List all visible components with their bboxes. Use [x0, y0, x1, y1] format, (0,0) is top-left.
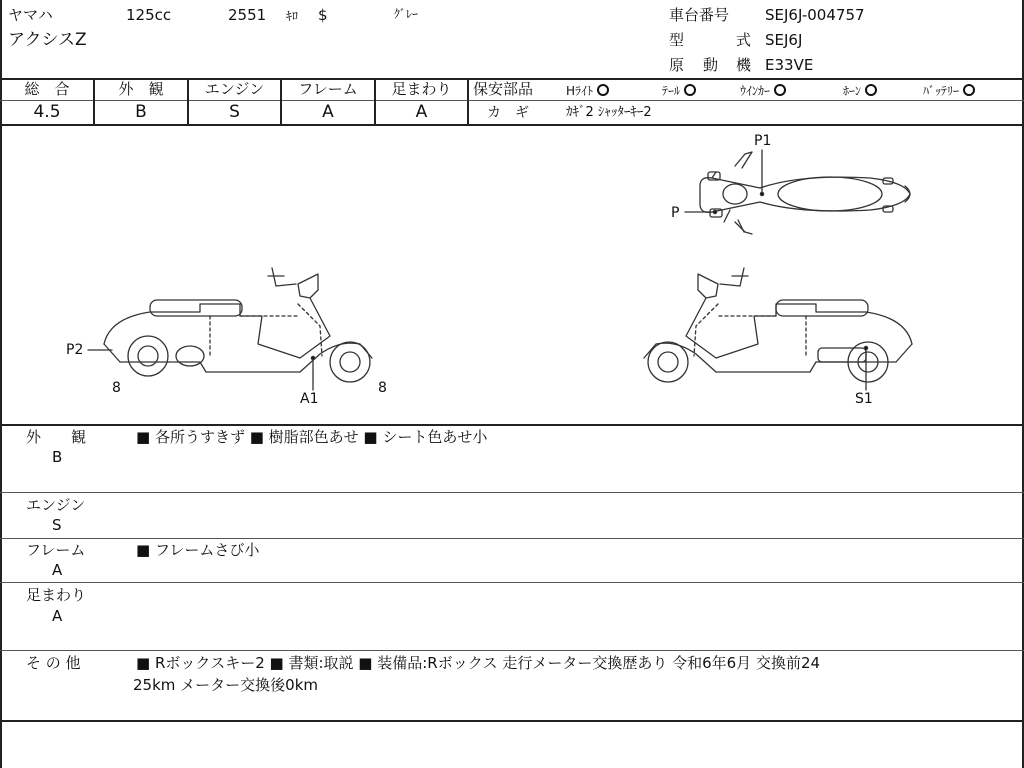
label-8-right: 8: [378, 380, 387, 396]
type-value: SEJ6J: [765, 31, 803, 49]
grade-suspension-value: A: [415, 102, 428, 122]
frame-no-label: 車台番号: [669, 6, 730, 24]
mileage: 2551: [228, 6, 267, 24]
ok-circle-icon: [774, 84, 786, 96]
safety-headlight: Hﾗｲﾄ: [566, 84, 609, 97]
detail-other-label: そ の 他: [26, 654, 81, 672]
ok-circle-icon: [963, 84, 975, 96]
grade-overall-label: 総 合: [24, 80, 70, 98]
safety-label: 保安部品: [473, 80, 534, 98]
grade-suspension-label: 足まわり: [391, 80, 452, 98]
detail-appearance-text: ■ 各所うすきず ■ 樹脂部色あせ ■ シート色あせ小: [136, 428, 488, 446]
left-side-view-scooter: [88, 268, 372, 390]
detail-other-text-2: 25km メーター交換後0km: [133, 676, 318, 694]
top-view-scooter: [685, 150, 910, 234]
detail-appearance-label: 外 観: [26, 428, 87, 446]
engine-label-2: 動: [703, 56, 719, 74]
type-label-1: 型: [669, 31, 685, 49]
engine-label-3: 機: [736, 56, 752, 74]
model-name: アクシスZ: [8, 30, 87, 50]
detail-frame-label: フレーム: [26, 541, 86, 559]
ok-circle-icon: [865, 84, 877, 96]
color: ｸﾞﾚｰ: [394, 7, 419, 21]
grade-overall-value: 4.5: [33, 102, 61, 122]
ok-circle-icon: [684, 84, 696, 96]
grade-engine-value: S: [229, 102, 240, 122]
right-side-view-scooter: [644, 268, 912, 390]
detail-frame-text: ■ フレームさび小: [136, 541, 260, 559]
safety-horn: ﾎｰﾝ: [843, 84, 877, 97]
grade-frame-label: フレーム: [298, 80, 358, 98]
displacement: 125cc: [126, 6, 172, 24]
mileage-unit: ｷﾛ: [286, 9, 299, 23]
label-p: P: [671, 205, 680, 221]
detail-suspension-label: 足まわり: [26, 586, 87, 604]
engine-value: E33VE: [765, 56, 814, 74]
key-label: カ ギ: [487, 105, 529, 121]
grade-appearance-label: 外 観: [118, 80, 164, 98]
grade-table-mid: [0, 100, 468, 101]
frame-no: SEJ6J-004757: [765, 6, 865, 24]
grade-engine-label: エンジン: [204, 80, 265, 98]
currency-symbol: $: [318, 6, 328, 24]
maker: ヤマハ: [8, 6, 53, 24]
detail-suspension-grade: A: [52, 607, 63, 625]
ok-circle-icon: [597, 84, 609, 96]
label-s1: S1: [855, 391, 873, 407]
grade-appearance-value: B: [135, 102, 147, 122]
detail-appearance-grade: B: [52, 448, 63, 466]
label-a1: A1: [300, 391, 319, 407]
safety-battery: ﾊﾞｯﾃﾘｰ: [923, 84, 975, 97]
type-label-2: 式: [736, 31, 752, 49]
label-p1: P1: [754, 133, 772, 149]
safety-winker: ｳｲﾝｶｰ: [740, 84, 786, 97]
scooter-diagram: [0, 126, 1024, 424]
key-value: ｶｷﾞ2 ｼｬｯﾀｰｷｰ2: [566, 105, 652, 120]
detail-engine-label: エンジン: [26, 496, 86, 514]
detail-frame-grade: A: [52, 561, 63, 579]
label-8-left: 8: [112, 380, 121, 396]
safety-taillight: ﾃｰﾙ: [662, 84, 696, 97]
grade-frame-value: A: [322, 102, 334, 122]
label-p2: P2: [66, 342, 84, 358]
detail-engine-grade: S: [52, 516, 62, 534]
detail-other-text: ■ Rボックスキー2 ■ 書類:取説 ■ 装備品:Rボックス 走行メーター交換歴あり 令和6年6月 交換前24: [136, 654, 821, 672]
engine-label-1: 原: [669, 56, 685, 74]
